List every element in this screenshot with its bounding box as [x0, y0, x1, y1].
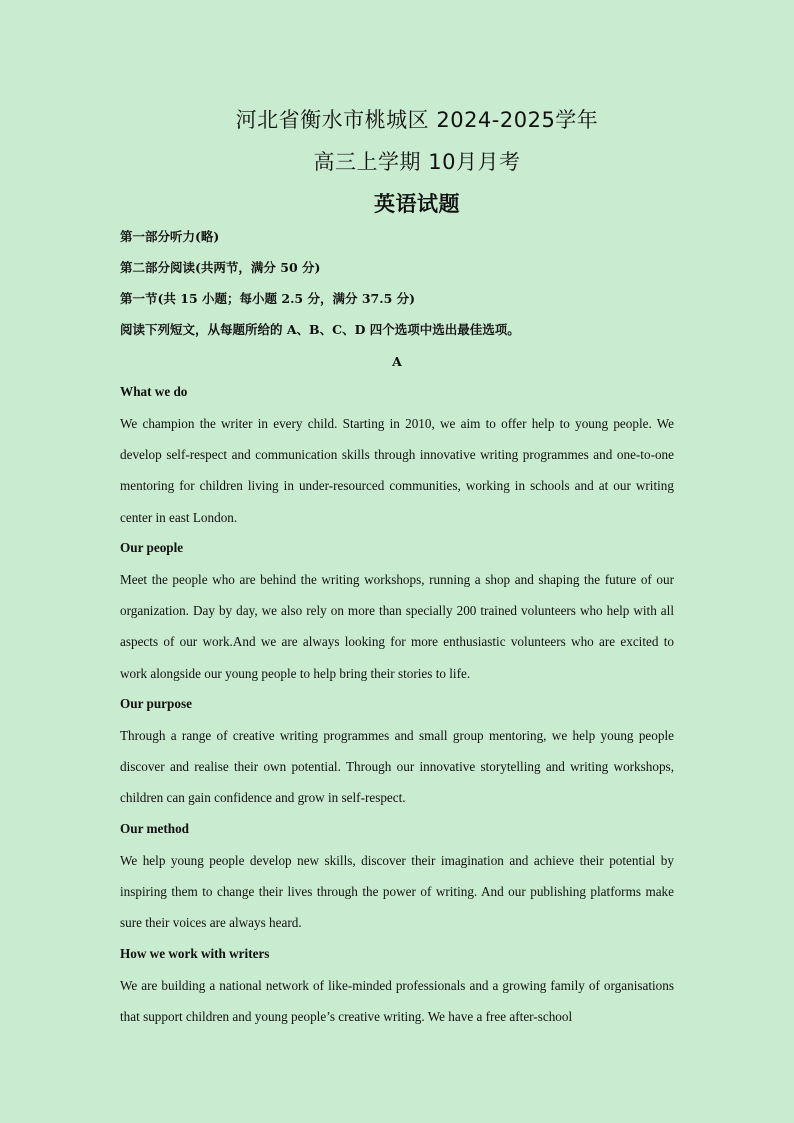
- what-we-do-heading: What we do: [120, 384, 188, 399]
- our-purpose-heading: Our purpose: [120, 696, 192, 711]
- what-we-do-paragraph: We champion the writer in every child. Starting in 2010, we aim to offer help to young people. We develop self-respect and communication skills through innovative writing programmes and one-to-one mentoring for children living in under-resourced communities, working in schools and at our writing center in east London.: [120, 416, 674, 525]
- exam-title-line-1: 河北省衡水市桃城区 2024-2025学年: [235, 108, 599, 132]
- part1-instruction: 第一部分听力(略): [120, 229, 220, 244]
- our-people-heading: Our people: [120, 540, 184, 555]
- our-method-paragraph: We help young people develop new skills, discover their imagination and achieve their potential by inspiring them to change their lives through the power of writing. And our publishing platforms make sure their voices are always heard.: [120, 853, 674, 931]
- our-purpose-paragraph: Through a range of creative writing programmes and small group mentoring, we help young people discover and realise their own potential. Through our innovative storytelling and writing workshops, children can gain confidence and grow in self-respect.: [120, 728, 674, 806]
- our-people-paragraph: Meet the people who are behind the writing workshops, running a shop and shaping the future of our organization. Day by day, we also rely on more than specially 200 trained volunteers who help with all aspects of our work.And we are always looking for more enthusiastic volunteers who are excited to work alongside our young people to help bring their stories to life.: [120, 572, 674, 681]
- section1-instruction: 第一节(共 15 小题；每小题 2.5 分，满分 37.5 分): [120, 291, 416, 306]
- directions-text: 阅读下列短文，从每题所给的 A、B、C、D 四个选项中选出最佳选项。: [120, 322, 520, 337]
- our-method-heading: Our method: [120, 821, 189, 836]
- writers-heading: How we work with writers: [120, 946, 270, 961]
- part2-instruction: 第二部分阅读(共两节，满分 50 分): [120, 260, 321, 275]
- exam-title-line-3: 英语试题: [374, 192, 460, 216]
- passage-label: A: [392, 354, 402, 369]
- exam-title-line-2: 高三上学期 10月月考: [313, 150, 521, 174]
- writers-paragraph: We are building a national network of like-minded professionals and a growing family of organisations that support children and young people’s creative writing. We have a free after-school: [120, 978, 674, 1025]
